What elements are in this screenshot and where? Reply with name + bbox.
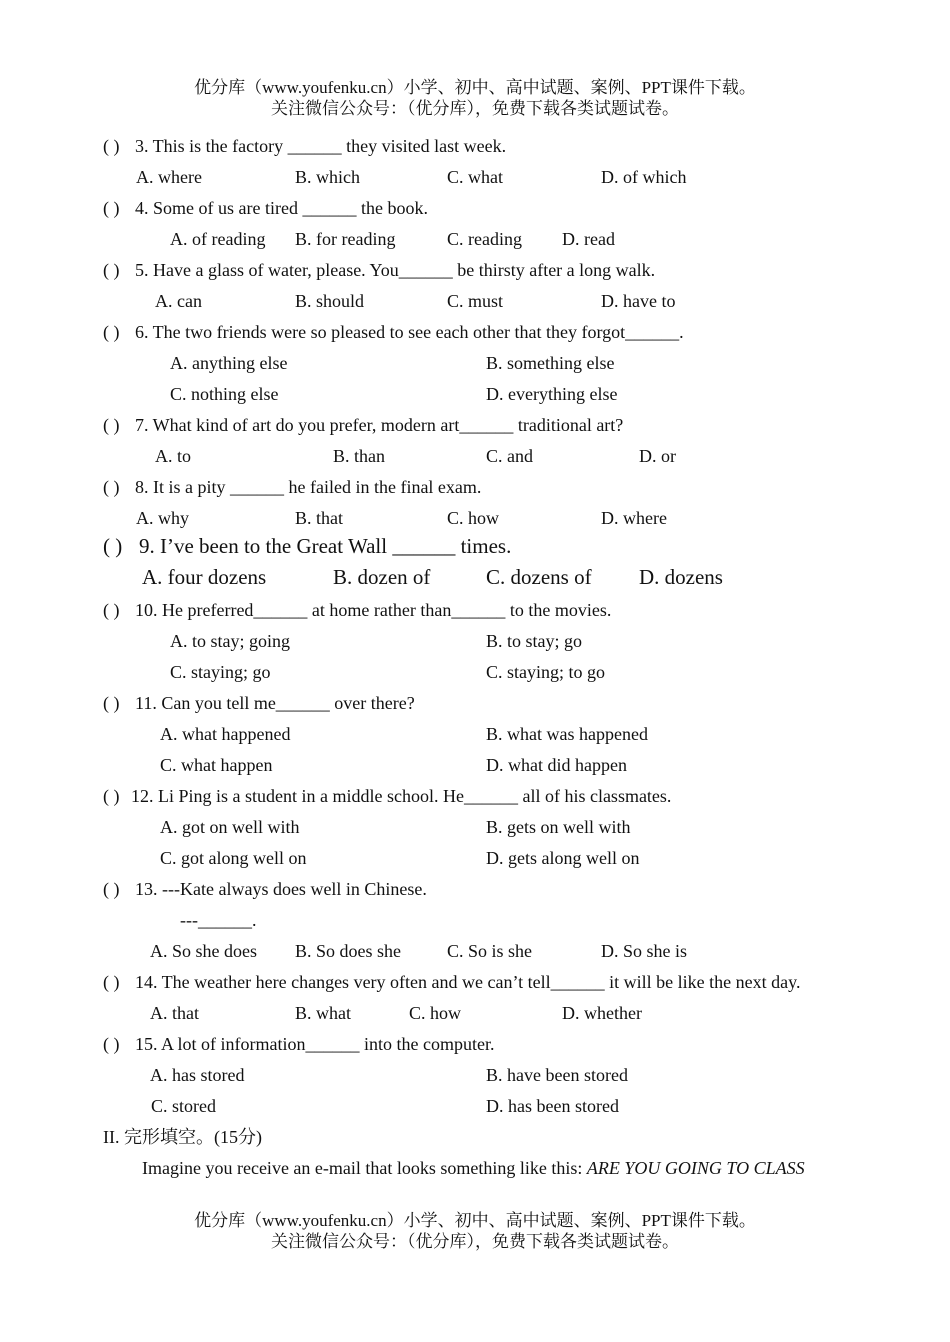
answer-blank: ( ) [103, 693, 120, 713]
q5-option-b: B. should [295, 291, 365, 311]
question-11-stem [103, 692, 415, 714]
q9-option-d: D. dozens [639, 565, 723, 589]
question-10-stem [103, 599, 611, 621]
q8-option-d: D. where [601, 508, 667, 528]
q13-option-c: C. So is she [447, 941, 533, 961]
answer-blank: ( ) [103, 600, 120, 620]
q6-option-d: D. everything else [486, 384, 618, 404]
question-text: 13. ---Kate always does well in Chinese. [135, 879, 427, 899]
q3-option-b: B. which [295, 167, 360, 187]
q12-option-b: B. gets on well with [486, 817, 631, 837]
answer-blank: ( ) [103, 322, 120, 342]
answer-blank: ( ) [103, 198, 120, 218]
question-text: 7. What kind of art do you prefer, modern art______ traditional art? [135, 415, 624, 435]
question-3-stem [103, 135, 506, 157]
q11-option-d: D. what did happen [486, 755, 627, 775]
question-text: 9. I’ve been to the Great Wall ______ times. [139, 534, 512, 558]
question-8-stem [103, 476, 481, 498]
answer-blank: ( ) [103, 534, 123, 558]
header-line-1: 优分库（www.youfenku.cn）小学、初中、高中试题、案例、PPT课件下载。 [194, 78, 756, 97]
intro-text: Imagine you receive an e-mail that looks something like this: [142, 1158, 587, 1178]
q5-option-d: D. have to [601, 291, 676, 311]
q12-option-d: D. gets along well on [486, 848, 640, 868]
q8-option-a: A. why [136, 508, 189, 528]
q14-option-b: B. what [295, 1003, 351, 1023]
q11-option-c: C. what happen [160, 755, 273, 775]
q4-option-b: B. for reading [295, 229, 396, 249]
q3-option-a: A. where [136, 167, 202, 187]
question-14-stem [103, 971, 800, 993]
q8-option-c: C. how [447, 508, 500, 528]
q6-option-b: B. something else [486, 353, 615, 373]
footer-line-1: 优分库（www.youfenku.cn）小学、初中、高中试题、案例、PPT课件下载。 [194, 1211, 756, 1230]
q10-option-c: C. staying; go [170, 662, 271, 682]
question-7-stem [103, 414, 623, 436]
q13-reply: ---______. [180, 910, 257, 930]
q14-option-c: C. how [409, 1003, 462, 1023]
q15-option-c: C. stored [151, 1096, 216, 1116]
q9-option-b: B. dozen of [333, 565, 431, 589]
q6-option-a: A. anything else [170, 353, 288, 373]
q7-option-c: C. and [486, 446, 533, 466]
section-2-title: II. 完形填空。(15分) [103, 1127, 262, 1147]
q11-option-a: A. what happened [160, 724, 291, 744]
question-6-stem [103, 321, 684, 343]
q5-option-c: C. must [447, 291, 504, 311]
question-text: 12. Li Ping is a student in a middle school. He______ all of his classmates. [131, 786, 672, 806]
answer-blank: ( ) [103, 415, 120, 435]
q5-option-a: A. can [155, 291, 202, 311]
answer-blank: ( ) [103, 1034, 120, 1054]
q7-option-b: B. than [333, 446, 385, 466]
q15-option-a: A. has stored [150, 1065, 245, 1085]
intro-italic-text: ARE YOU GOING TO CLASS [586, 1158, 805, 1178]
q4-option-a: A. of reading [170, 229, 266, 249]
section-2-intro [142, 1157, 805, 1179]
question-text: 5. Have a glass of water, please. You______ be thirsty after a long walk. [135, 260, 656, 280]
q6-option-c: C. nothing else [170, 384, 279, 404]
header-line-2: 关注微信公众号：（优分库），免费下载各类试题试卷。 [271, 99, 679, 118]
answer-blank: ( ) [103, 879, 120, 899]
question-text: 14. The weather here changes very often and we can’t tell______ it will be like the next day. [135, 972, 801, 992]
answer-blank: ( ) [103, 136, 120, 156]
question-text: 15. A lot of information______ into the computer. [135, 1034, 495, 1054]
page-header [0, 77, 950, 119]
answer-blank: ( ) [103, 786, 120, 806]
q13-option-a: A. So she does [150, 941, 257, 961]
q3-option-d: D. of which [601, 167, 687, 187]
q10-option-b: B. to stay; go [486, 631, 583, 651]
q15-option-d: D. has been stored [486, 1096, 619, 1116]
question-12-stem [103, 785, 671, 807]
answer-blank: ( ) [103, 477, 120, 497]
q9-option-c: C. dozens of [486, 565, 592, 589]
q4-option-c: C. reading [447, 229, 522, 249]
q8-option-b: B. that [295, 508, 343, 528]
question-text: 8. It is a pity ______ he failed in the final exam. [135, 477, 482, 497]
question-text: 10. He preferred______ at home rather than______ to the movies. [135, 600, 612, 620]
q7-option-a: A. to [155, 446, 191, 466]
answer-blank: ( ) [103, 972, 120, 992]
footer-line-2: 关注微信公众号：（优分库），免费下载各类试题试卷。 [271, 1232, 679, 1251]
q13-option-b: B. So does she [295, 941, 402, 961]
question-5-stem [103, 259, 655, 281]
q7-option-d: D. or [639, 446, 676, 466]
q11-option-b: B. what was happened [486, 724, 648, 744]
question-text: 6. The two friends were so pleased to see each other that they forgot______. [135, 322, 684, 342]
question-9-stem [103, 535, 511, 557]
q12-option-c: C. got along well on [160, 848, 307, 868]
q10-option-a: A. to stay; going [170, 631, 290, 651]
question-text: 3. This is the factory ______ they visited last week. [135, 136, 507, 156]
question-4-stem [103, 197, 428, 219]
page-footer [0, 1210, 950, 1252]
q4-option-d: D. read [562, 229, 615, 249]
question-text: 4. Some of us are tired ______ the book. [135, 198, 428, 218]
q15-option-b: B. have been stored [486, 1065, 628, 1085]
q9-option-a: A. four dozens [142, 565, 267, 589]
q14-option-d: D. whether [562, 1003, 642, 1023]
question-text: 11. Can you tell me______ over there? [135, 693, 415, 713]
question-15-stem [103, 1033, 494, 1055]
answer-blank: ( ) [103, 260, 120, 280]
q3-option-c: C. what [447, 167, 503, 187]
q12-option-a: A. got on well with [160, 817, 300, 837]
q14-option-a: A. that [150, 1003, 199, 1023]
q13-option-d: D. So she is [601, 941, 688, 961]
q10-option-d: C. staying; to go [486, 662, 606, 682]
question-13-stem [103, 878, 427, 900]
